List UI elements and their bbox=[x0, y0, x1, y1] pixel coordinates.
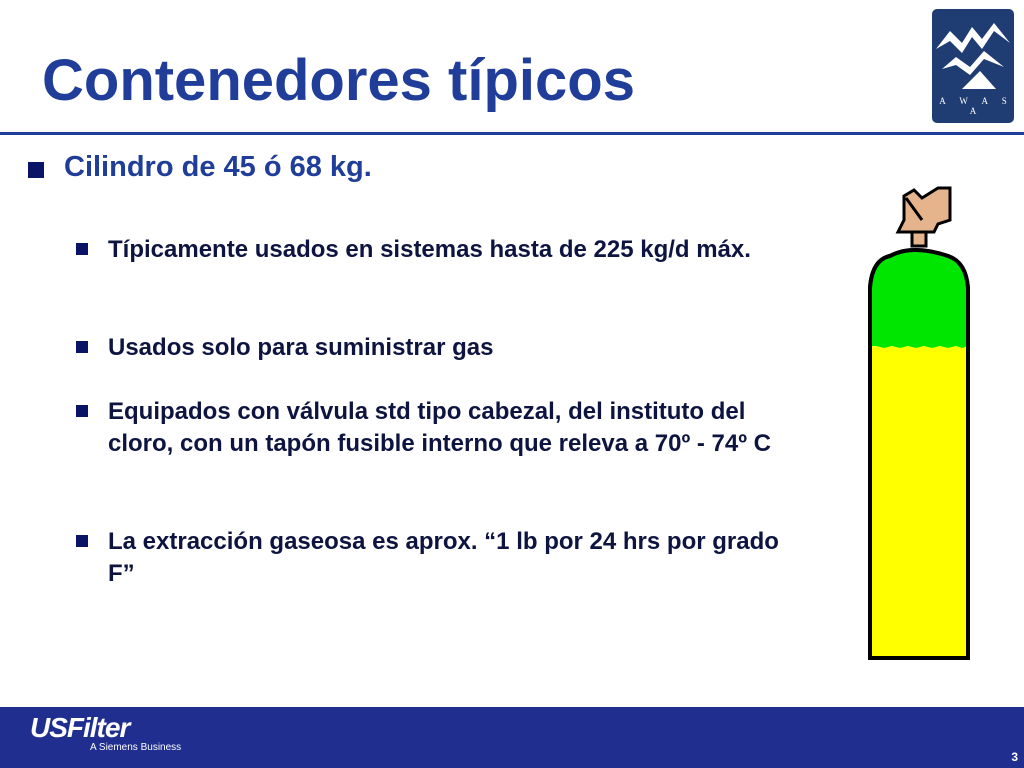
title-divider bbox=[0, 132, 1024, 135]
awasa-logo bbox=[932, 9, 1014, 123]
heading-bullet-icon bbox=[28, 162, 44, 178]
brand-logo: USFilter bbox=[30, 712, 130, 743]
logo-text: A W A S A bbox=[939, 96, 1013, 116]
section-heading: Cilindro de 45 ó 68 kg. bbox=[64, 151, 372, 183]
list-item-text: Usados solo para suministrar gas bbox=[108, 334, 494, 361]
logo-mark-icon bbox=[932, 9, 1014, 109]
gas-cylinder-icon bbox=[862, 180, 978, 664]
brand-tagline: A Siemens Business bbox=[90, 742, 182, 753]
slide-title: Contenedores típicos bbox=[42, 48, 635, 113]
footer-bar bbox=[0, 707, 1024, 768]
list-item-text: Típicamente usados en sistemas hasta de 225 kg/d máx. bbox=[108, 236, 751, 263]
page-number: 3 bbox=[1011, 750, 1018, 764]
bullet-icon bbox=[76, 405, 88, 417]
bullet-icon bbox=[76, 535, 88, 547]
list-item-text: Equipados con válvula std tipo cabezal, del instituto del cloro, con un tapón fusible interno que releva a 70º - 74º C bbox=[108, 398, 771, 457]
list-item-text: La extracción gaseosa es aprox. “1 lb por 24 hrs por grado F” bbox=[108, 528, 779, 587]
bullet-icon bbox=[76, 341, 88, 353]
bullet-icon bbox=[76, 243, 88, 255]
